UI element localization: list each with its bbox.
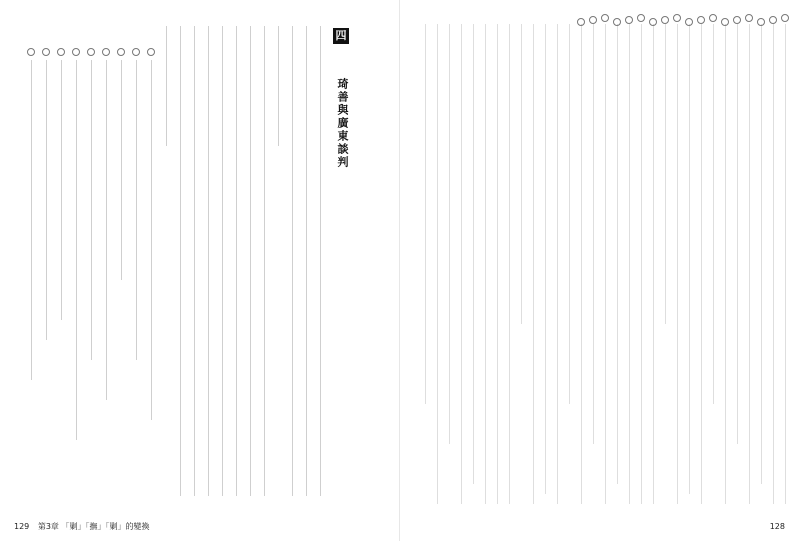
text-column [26, 60, 36, 380]
text-column [756, 24, 766, 484]
text-column [189, 26, 199, 496]
text-column [259, 26, 269, 496]
text-column [86, 60, 96, 360]
list-item-marker [57, 48, 65, 56]
footnote-marker [637, 14, 645, 22]
chapter-section-heading [333, 28, 349, 198]
list-item-marker [72, 48, 80, 56]
text-column [612, 24, 622, 484]
text-column [432, 24, 442, 504]
text-column [588, 24, 598, 444]
text-column [768, 24, 778, 504]
footnote-marker [721, 18, 729, 26]
text-column [420, 24, 430, 404]
text-column [456, 24, 466, 504]
text-column [564, 24, 574, 404]
text-column [480, 24, 490, 504]
right-footer [770, 521, 785, 533]
text-column [636, 24, 646, 504]
list-item-marker [87, 48, 95, 56]
text-column [708, 24, 718, 404]
footnote-marker [733, 16, 741, 24]
right-page [400, 0, 799, 541]
text-column [624, 24, 634, 504]
list-item-marker [102, 48, 110, 56]
footnote-marker [769, 16, 777, 24]
text-column [744, 24, 754, 504]
text-column [516, 24, 526, 324]
footnote-marker [745, 14, 753, 22]
text-column [684, 24, 694, 494]
text-column [504, 24, 514, 504]
footnote-marker [601, 14, 609, 22]
footnote-marker [757, 18, 765, 26]
list-item-marker [42, 48, 50, 56]
text-column [600, 24, 610, 504]
text-column [552, 24, 562, 504]
footnote-marker [781, 14, 789, 22]
text-column [146, 60, 156, 420]
section-title: 琦善與廣東談判 [336, 77, 349, 169]
text-column [732, 24, 742, 444]
text-column [696, 24, 706, 504]
text-column [660, 24, 670, 324]
text-column [175, 26, 185, 496]
page-number: 128 [769, 522, 785, 531]
footnote-marker [673, 14, 681, 22]
footnote-marker [661, 16, 669, 24]
left-footer [14, 521, 149, 533]
list-item-marker [132, 48, 140, 56]
text-column [468, 24, 478, 484]
list-item-marker [147, 48, 155, 56]
text-column [41, 60, 51, 340]
text-column [315, 26, 325, 496]
text-column [231, 26, 241, 496]
text-column [161, 26, 171, 146]
footnote-marker [685, 18, 693, 26]
text-column [672, 24, 682, 504]
text-column [273, 26, 283, 146]
text-column [720, 24, 730, 504]
text-column [301, 26, 311, 496]
footnote-marker [589, 16, 597, 24]
text-column [116, 60, 126, 280]
section-number-badge: 四 [333, 28, 349, 44]
text-column [540, 24, 550, 494]
text-column [444, 24, 454, 444]
text-column [648, 24, 658, 504]
footnote-marker [625, 16, 633, 24]
text-column [203, 26, 213, 496]
text-column [780, 24, 790, 504]
list-item-marker [27, 48, 35, 56]
running-header: 第3章 「剿」「撫」「剿」的變換 [37, 522, 150, 531]
footnote-marker [649, 18, 657, 26]
text-column [245, 26, 255, 496]
text-column [101, 60, 111, 400]
footnote-marker [613, 18, 621, 26]
footnote-marker [709, 14, 717, 22]
footnote-marker [577, 18, 585, 26]
text-column [287, 26, 297, 496]
left-page [0, 0, 399, 541]
text-column [131, 60, 141, 360]
list-item-marker [117, 48, 125, 56]
text-column [217, 26, 227, 496]
footnote-marker [697, 16, 705, 24]
text-column [492, 24, 502, 504]
text-column [576, 24, 586, 504]
text-column [528, 24, 538, 504]
text-column [56, 60, 66, 320]
page-number: 129 [14, 522, 30, 531]
text-column [71, 60, 81, 440]
